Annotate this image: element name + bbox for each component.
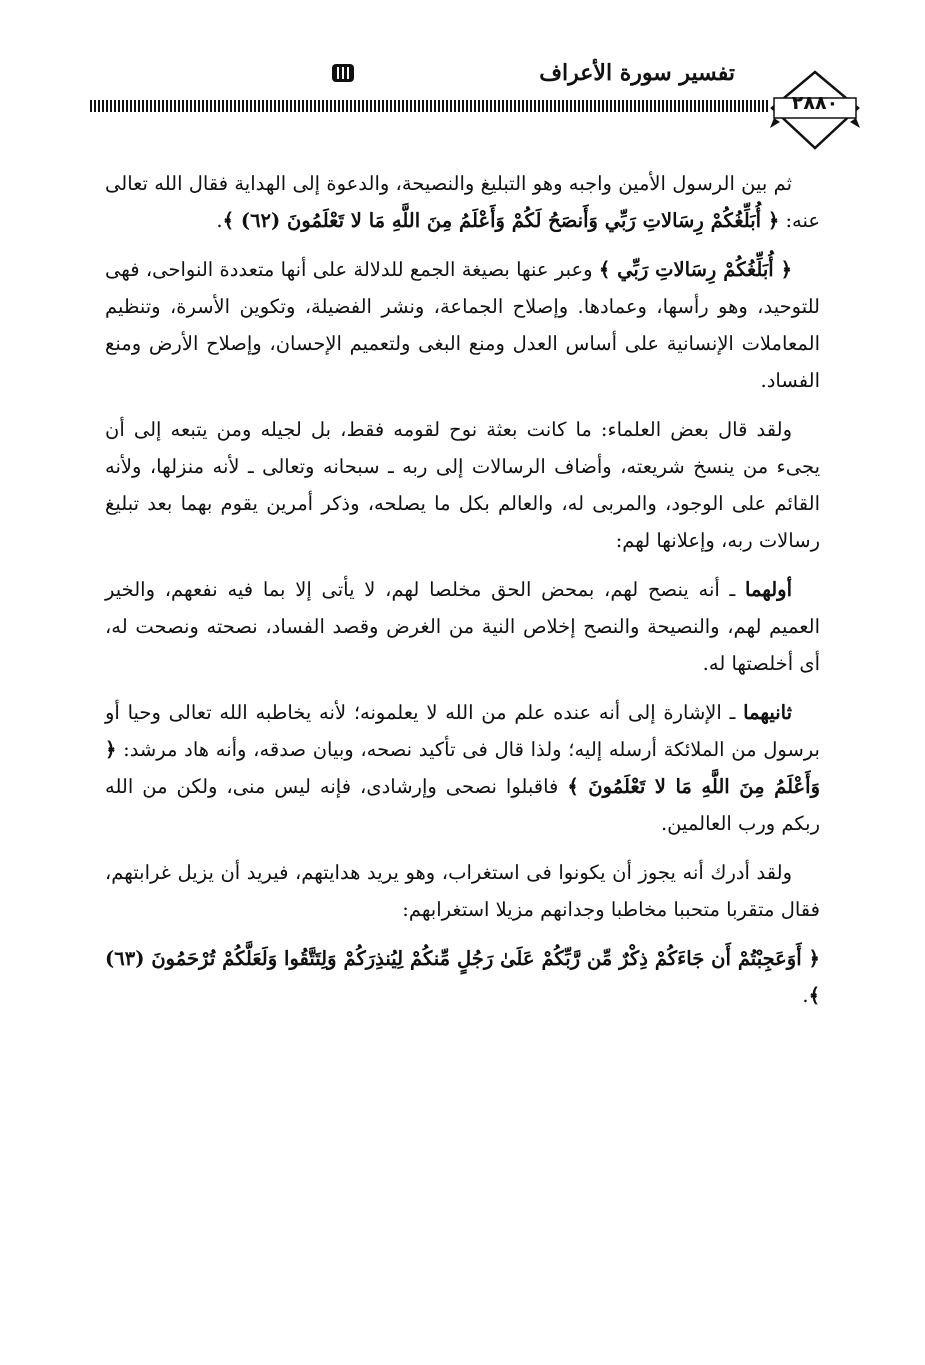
- paragraph-2: [105, 251, 820, 399]
- paragraph-text: فاقبلوا نصحى وإرشادى، فإنه ليس منى، ولكن من الله ربكم ورب العالمين.: [105, 775, 820, 835]
- paragraph-text: ولقد أدرك أنه يجوز أن يكونوا فى استغراب، وهو يريد هدايتهم، فيريد أن يزيل غرابتهم، فقال متقربا متحببا مخاطبا وجدانهم مزيلا استغرابهم:: [105, 861, 820, 921]
- quran-verse: ﴿ أُبَلِّغُكُمْ رِسَالاتِ رَبِّي وَأَنصَحُ لَكُمْ وَأَعْلَمُ مِنَ اللَّهِ مَا لا تَعْلَمُونَ (٦٢) ﴾: [222, 209, 780, 232]
- quran-verse: ﴿ أَوَعَجِبْتُمْ أَن جَاءَكُمْ ذِكْرٌ مِّن رَّبِّكُمْ عَلَىٰ رَجُلٍ مِّنكُمْ لِيُنذِرَكُمْ وَلِتَتَّقُوا وَلَعَلَّكُمْ تُرْحَمُونَ (٦٣) ﴾: [105, 947, 820, 1007]
- quran-verse: ﴿ وَأَعْلَمُ مِنَ اللَّهِ مَا لا تَعْلَمُونَ ﴾: [105, 738, 821, 798]
- paragraph-lead: ثانيهما: [743, 701, 792, 724]
- page-body: [105, 165, 820, 1026]
- paragraph-text: ثم بين الرسول الأمين واجبه وهو التبليغ والنصيحة، والدعوة إلى الهداية فقال الله تعالى عنه:: [105, 172, 820, 232]
- paragraph-3: [105, 411, 820, 559]
- paragraph-text: ـ أنه ينصح لهم، بمحض الحق مخلصا لهم، لا يأتى إلا بما فيه نفعهم، والخير العميم لهم، والنصيحة والنصح إخلاص النية من الغرض وقصد الفساد، نصحته ونصحت له، أى أخلصتها له.: [105, 578, 820, 675]
- paragraph-4: [105, 571, 820, 682]
- paragraph-text: وعبر عنها بصيغة الجمع للدلالة على أنها متعددة النواحى، فهى للتوحيد، وهو رأسها، وعمادها. وإصلاح الجماعة، ونشر الفضيلة، وتكوين الأسرة، وتنظيم المعاملات الإنسانية على أساس العدل ومنع البغى ولتعميم الإحسان، وإصلاح الأرض ومنع الفساد.: [105, 258, 820, 392]
- paragraph-6: [105, 854, 820, 928]
- header-rule: [90, 100, 770, 112]
- paragraph-5: [105, 694, 820, 842]
- page-header: [0, 0, 925, 160]
- paragraph-text: ولقد قال بعض العلماء: ما كانت بعثة نوح لقومه فقط، بل لجيله ومن يتبعه إلى أن يجىء من ينسخ شريعته، وأضاف الرسالات إلى ربه ـ سبحانه وتعالى ـ لأنه منزلها، ولأنه القائم على الوجود، والمربى له، والعالم بكل ما يصلحه، وذكر أمرين يقوم بهما بعد تبليغ رسالات ربه، وإعلانها لهم:: [105, 418, 820, 552]
- paragraph-7: [105, 940, 820, 1014]
- running-title: تفسير سورة الأعراف: [539, 60, 735, 86]
- paragraph-1: [105, 165, 820, 239]
- paragraph-text: ـ الإشارة إلى أنه عنده علم من الله لا يعلمونه؛ لأنه يخاطبه الله تعالى وحيا أو برسول من الملائكة أرسله إليه؛ ولذا قال فى تأكيد نصحه، وبيان صدقه، وأنه هاد مرشد:: [105, 701, 820, 761]
- paragraph-text: .: [216, 209, 223, 232]
- ornament-icon: [330, 62, 356, 84]
- paragraph-text: .: [802, 984, 809, 1007]
- paragraph-lead: أولهما: [745, 578, 792, 601]
- page-number: ٢٨٨٠: [791, 92, 839, 114]
- quran-verse: ﴿ أُبَلِّغُكُمْ رِسَالاتِ رَبِّي ﴾: [598, 258, 792, 281]
